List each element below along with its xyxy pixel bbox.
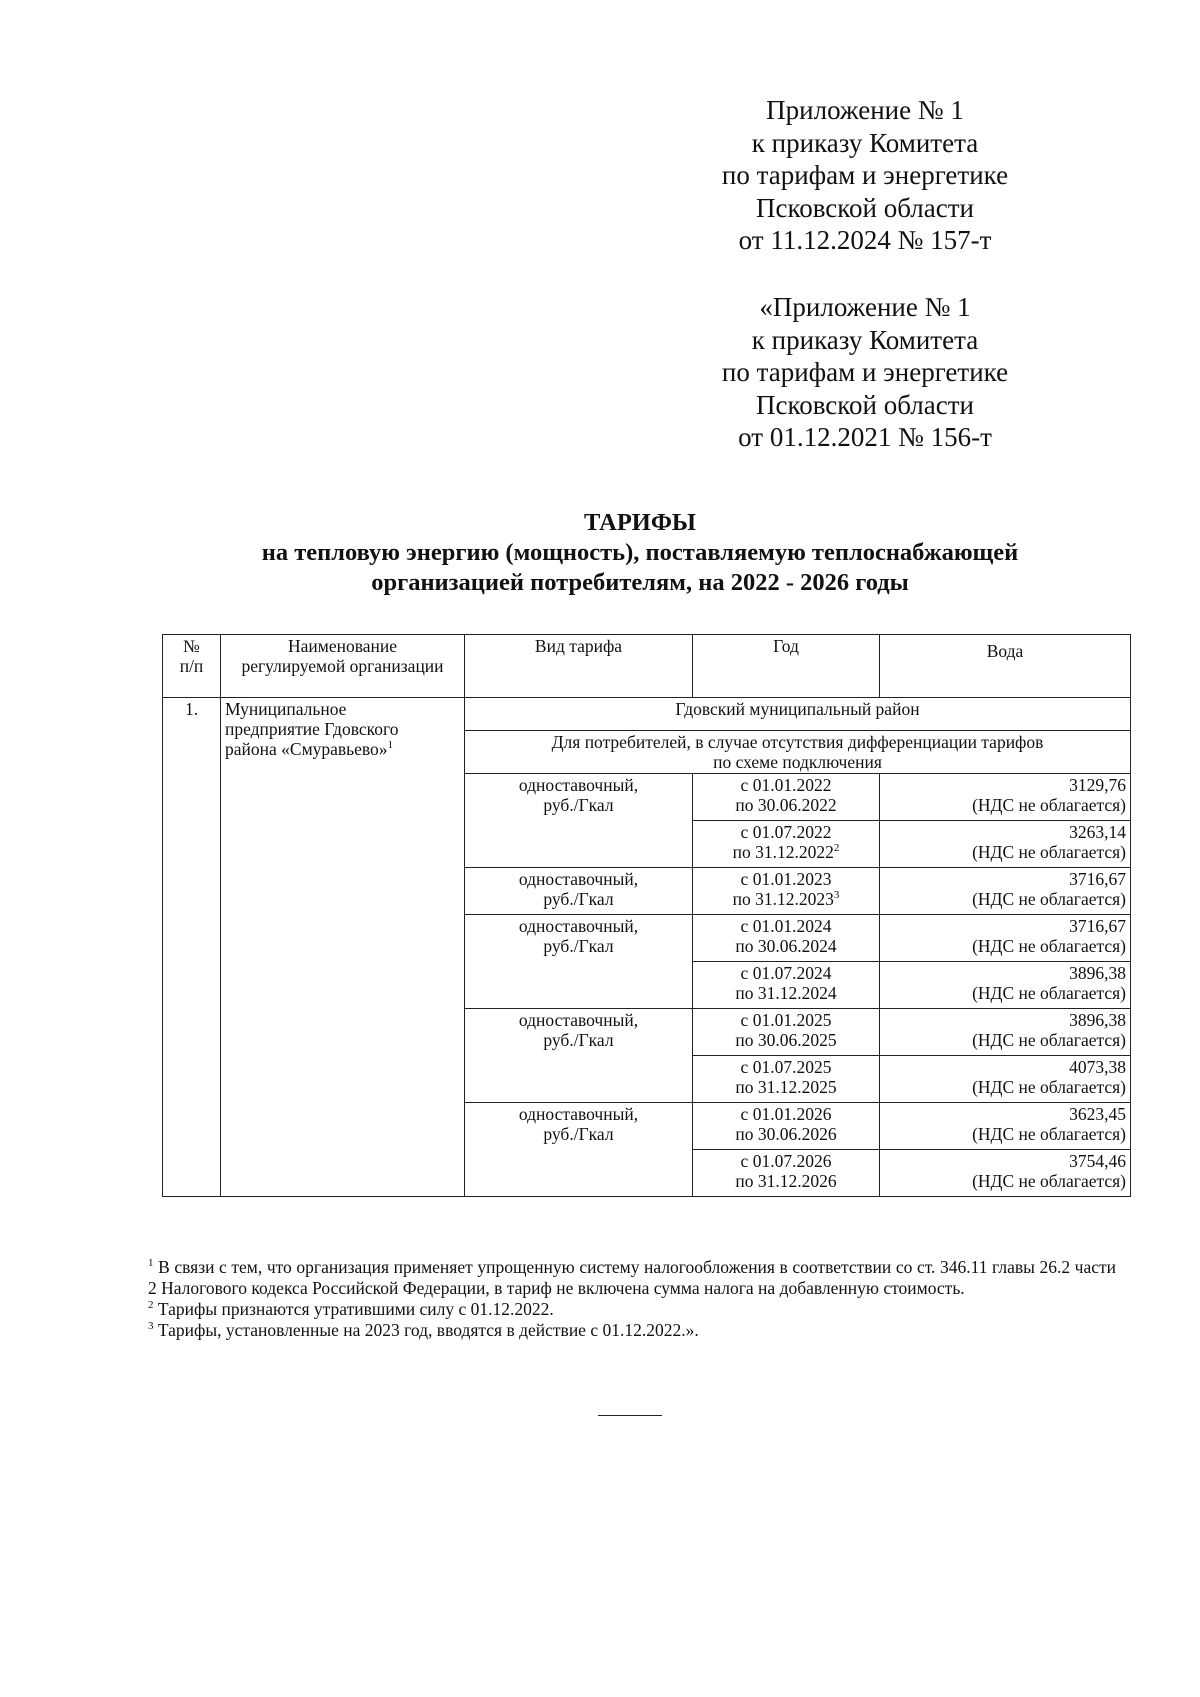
tariff-value-cell: 3623,45 (НДС не облагается) — [880, 1103, 1131, 1150]
end-separator-line — [598, 1415, 662, 1416]
appendix-line: «Приложение № 1 — [759, 292, 971, 322]
previous-appendix-header — [680, 291, 1050, 454]
appendix-line: к приказу Комитета — [751, 127, 979, 158]
footnote: $^3$ Тарифы, установленные на 2023 год, вводятся в действие с 01.12.2022.». — [148, 1320, 699, 1340]
tariff-type-cell: одноставочный, руб./Гкал — [465, 915, 693, 1009]
title-line: на тепловую энергию (мощность), поставляемую теплоснабжающей — [261, 539, 1019, 566]
tariff-value-cell: 3263,14 (НДС не облагается) — [880, 821, 1131, 868]
period-cell: с 01.01.2026 по 30.06.2026 — [693, 1103, 880, 1150]
tariff-value-cell: 3716,67 (НДС не облагается) — [880, 868, 1131, 915]
period-cell: с 01.07.2025 по 31.12.2025 — [693, 1056, 880, 1103]
period-cell: с 01.01.2024 по 30.06.2024 — [693, 915, 880, 962]
title-line: ТАРИФЫ — [584, 509, 696, 536]
appendix-line: от 11.12.2024 № 157-т — [738, 225, 992, 255]
consumer-category: Для потребителей, в случае отсутствия дифференциации тарифов по схеме подключения — [465, 731, 1131, 774]
tariff-value-cell: 3716,67 (НДС не облагается) — [880, 915, 1131, 962]
district-name: Гдовский муниципальный район — [465, 698, 1131, 731]
header-year: Год — [693, 635, 880, 698]
appendix-line: по тарифам и энергетике — [721, 357, 1009, 387]
tariff-value-cell: 4073,38 (НДС не облагается) — [880, 1056, 1131, 1103]
period-cell: с 01.07.2026 по 31.12.2026 — [693, 1150, 880, 1197]
table-header-row — [163, 635, 1131, 698]
footnote: $^1$ В связи с тем, что организация применяет упрощенную систему налогообложения в соответствии со ст. 346.11 главы 26.2 части 2 Налогового кодекса Российской Федерации, в тариф не включена сумма налога на добавленную стоимость. — [148, 1257, 1117, 1298]
table-row — [163, 698, 1131, 731]
appendix-line: к приказу Комитета — [751, 324, 979, 355]
appendix-line: Псковской области — [755, 192, 974, 223]
period-cell: с 01.07.2024 по 31.12.2024 — [693, 962, 880, 1009]
document-title — [150, 508, 1130, 598]
footnotes — [148, 1257, 1116, 1341]
tariff-table — [162, 634, 1131, 1197]
tariff-value-cell: 3754,46 (НДС не облагается) — [880, 1150, 1131, 1197]
organization-name: Муниципальное предприятие Гдовского района «Смуравьево»$^1$ — [221, 698, 465, 1197]
period-cell: с 01.07.2022 по 31.12.2022$^2$ — [693, 821, 880, 868]
header-water: Вода — [880, 635, 1131, 698]
header-number: № п/п — [163, 635, 221, 698]
appendix-line: по тарифам и энергетике — [721, 160, 1009, 190]
appendix-line: Приложение № 1 — [766, 95, 964, 125]
tariff-type-cell: одноставочный, руб./Гкал — [465, 774, 693, 868]
appendix-line: Псковской области — [755, 389, 974, 420]
tariff-type-cell: одноставочный, руб./Гкал — [465, 1009, 693, 1103]
title-line: организацией потребителям, на 2022 - 2026 годы — [371, 569, 909, 596]
tariff-value-cell: 3896,38 (НДС не облагается) — [880, 1009, 1131, 1056]
appendix-header — [680, 94, 1050, 257]
footnote: $^2$ Тарифы признаются утратившими силу с 01.12.2022. — [148, 1299, 554, 1319]
row-number: 1. — [163, 698, 221, 1197]
tariff-type-cell: одноставочный, руб./Гкал — [465, 868, 693, 915]
appendix-line: от 01.12.2021 № 156-т — [738, 422, 992, 452]
tariff-value-cell: 3896,38 (НДС не облагается) — [880, 962, 1131, 1009]
header-organization: Наименование регулируемой организации — [221, 635, 465, 698]
header-tariff-type: Вид тарифа — [465, 635, 693, 698]
period-cell: с 01.01.2023 по 31.12.2023$^3$ — [693, 868, 880, 915]
tariff-type-cell: одноставочный, руб./Гкал — [465, 1103, 693, 1197]
tariff-value-cell: 3129,76 (НДС не облагается) — [880, 774, 1131, 821]
period-cell: с 01.01.2025 по 30.06.2025 — [693, 1009, 880, 1056]
period-cell: с 01.01.2022 по 30.06.2022 — [693, 774, 880, 821]
